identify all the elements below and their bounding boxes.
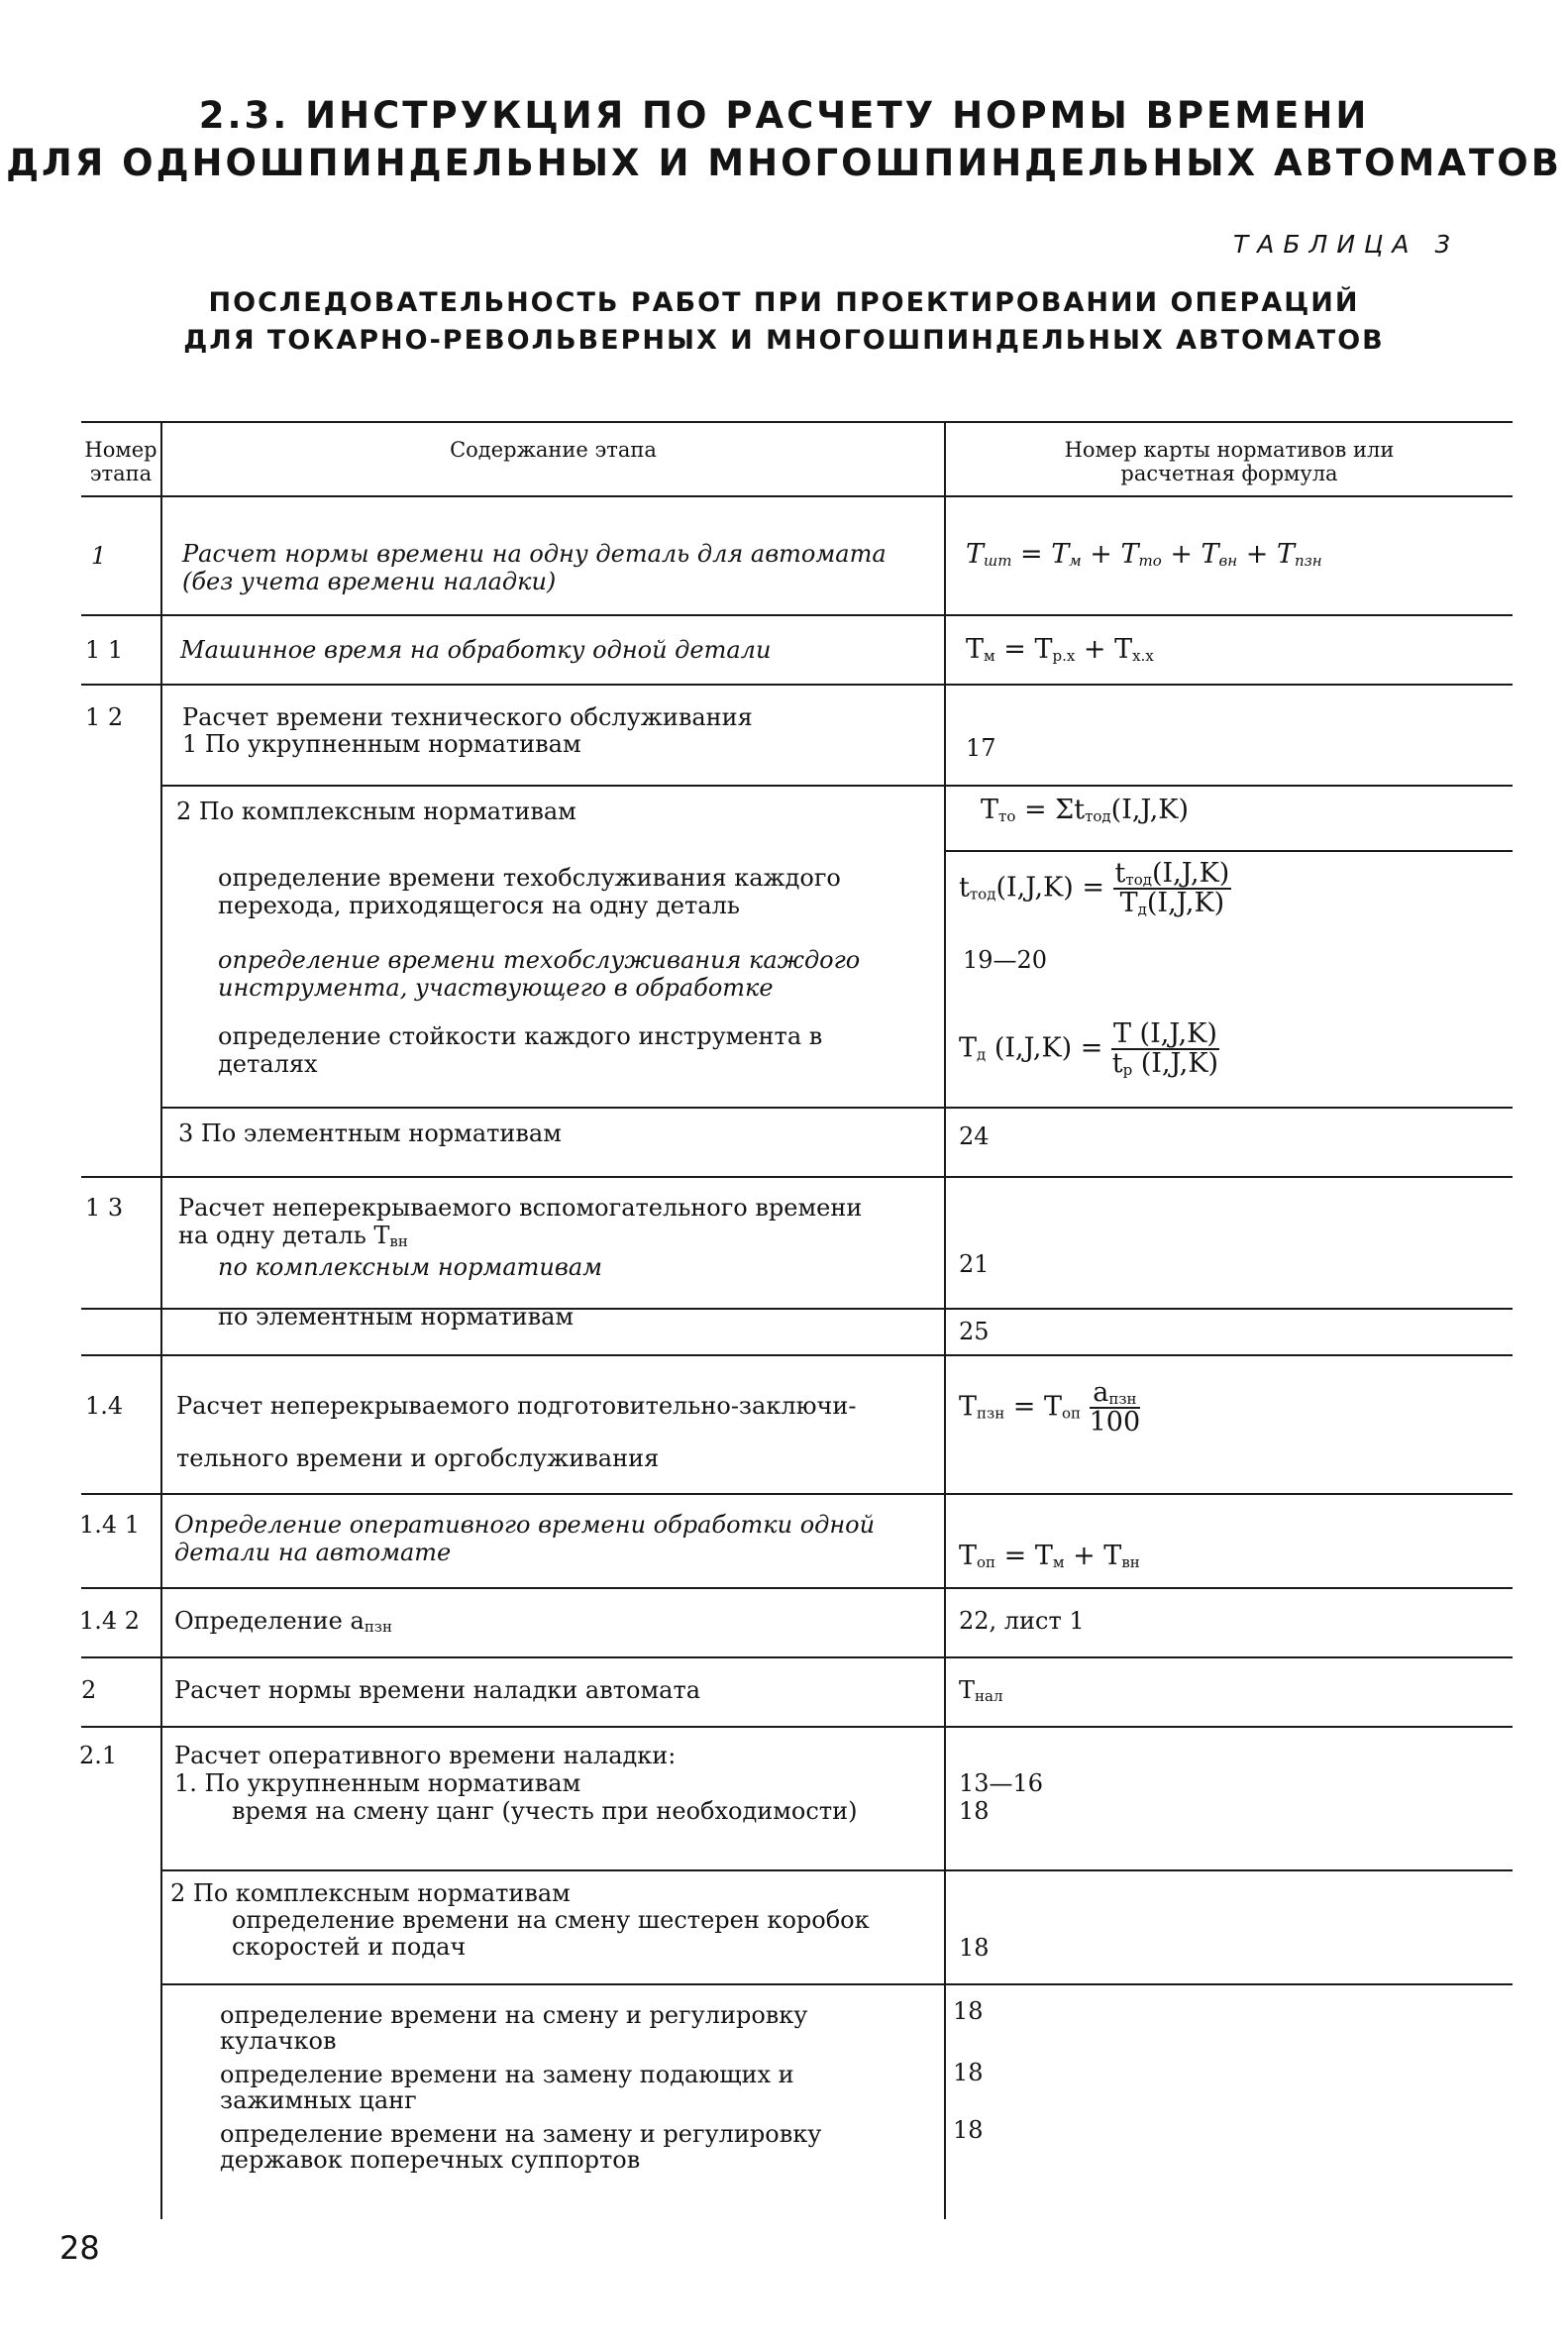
row-reference: 18 [953,2116,984,2144]
row-text: (без учета времени наладки) [182,568,557,595]
header-number-line2: этапа [89,462,153,485]
column-rule-left [160,421,162,2219]
row-text: Определение оперативного времени обработки одной [174,1511,876,1539]
row-text: определение времени на замену и регулировку [220,2120,822,2148]
row-text: зажимных цанг [220,2086,417,2114]
row-rule [81,614,1513,616]
row-rule [160,1107,1513,1109]
header-bottom-rule [81,495,1513,497]
formula-t-piece: $Т_{шт} = Т_м + Т_{то} + Т_{вн} + Т_{пзн}$ [966,539,1322,570]
row-text: Машинное время на обработку одной детали [180,636,772,664]
table-label: ТАБЛИЦА 3 [1233,230,1460,259]
row-reference: 18 [953,1997,984,2025]
row-reference: 13—16 [959,1769,1044,1797]
row-text: Расчет нормы времени на одну деталь для автомата [182,540,887,568]
row-reference: 18 [959,1934,990,1962]
row-number: 1.4 [85,1392,124,1420]
formula-t-durability: $Т_д$ (I,J,K) = $\frac{T (I,J,K)}{t_р (I,J,K)}$ [959,1018,1219,1079]
row-text: 3 По элементным нормативам [178,1119,562,1147]
row-reference: 19—20 [963,946,1048,974]
row-number: 1 2 [85,703,124,731]
row-text: кулачков [220,2027,337,2055]
row-reference [959,1676,1003,1705]
header-number-line1: Номер [84,438,157,462]
row-reference: 18 [953,2059,984,2086]
formula-t-machine: $Т_м = Т_{р.х} + Т_{х.х}$ [966,634,1154,665]
table-title-line1: ПОСЛЕДОВАТЕЛЬНОСТЬ РАБОТ ПРИ ПРОЕКТИРОВАНИИ ОПЕРАЦИЙ [208,287,1360,318]
table-top-rule [81,421,1513,423]
row-rule [160,785,1513,787]
section-title-line2: ДЛЯ ОДНОШПИНДЕЛЬНЫХ И МНОГОШПИНДЕЛЬНЫХ АВТОМАТОВ [6,142,1562,184]
row-rule [81,1493,1513,1495]
header-reference-line2: расчетная формула [1120,462,1338,485]
row-text [174,1607,392,1636]
row-rule [81,1587,1513,1589]
header-reference-line1: Номер карты нормативов или [1064,438,1395,462]
formula-t-service: $Т_{то} = \Sigma t_{тод}(I,J,K)$ [981,795,1189,825]
row-text: тельного времени и оргобслуживания [176,1444,660,1472]
row-text: по элементным нормативам [218,1303,575,1331]
row-text: 1 По укрупненным нормативам [182,730,581,758]
row-rule [81,1656,1513,1658]
row-text: 1. По укрупненным нормативам [174,1769,581,1797]
column-rule-right [944,421,946,2219]
row-text [178,1222,408,1250]
row-reference: 22, лист 1 [959,1607,1085,1635]
row-reference: 18 [959,1797,990,1825]
row-number: 2 [81,1676,97,1704]
row-text: скоростей и подач [232,1933,467,1961]
row-text: Расчет неперекрываемого подготовительно-заключи- [176,1392,857,1420]
row-reference: 17 [966,734,996,762]
table-title-line2: ДЛЯ ТОКАРНО-РЕВОЛЬВЕРНЫХ И МНОГОШПИНДЕЛЬНЫХ АВТОМАТОВ [183,325,1385,356]
row-text: Расчет неперекрываемого вспомогательного времени [178,1194,863,1222]
row-text: определение стойкости каждого инструмента в [218,1022,823,1050]
row-reference: 25 [959,1318,990,1345]
subscript: пзн [364,1618,392,1636]
row-number: 1 1 [85,636,124,664]
formula-t-prep: $Т_{пзн} = Т_{оп}$ $\frac{а_{пзн}}{100}$ [959,1377,1141,1438]
page-number: 28 [59,2229,100,2267]
row-number: 1.4 1 [79,1511,141,1539]
row-text: определение времени на замену подающих и [220,2061,794,2088]
row-text: Расчет оперативного времени наладки: [174,1742,677,1769]
row-text-main: Определение а [174,1607,365,1635]
row-rule [81,1354,1513,1356]
row-text: по комплексным нормативам [218,1253,603,1281]
row-text: 2 По комплексным нормативам [176,798,576,825]
subscript: нал [975,1687,1003,1705]
row-number: 2.1 [79,1742,118,1769]
row-rule [160,1983,1513,1985]
subscript: вн [389,1232,408,1250]
row-text: определение времени на смену и регулировку [220,2001,808,2029]
row-rule [81,684,1513,686]
row-reference: 21 [959,1250,990,1278]
row-text: державок поперечных суппортов [220,2146,641,2174]
row-rule [81,1176,1513,1178]
row-text: 2 По комплексным нормативам [170,1879,571,1907]
row-text: Расчет нормы времени наладки автомата [174,1676,701,1704]
row-reference: 24 [959,1122,990,1150]
row-text: определение времени на смену шестерен коробок [232,1906,870,1934]
formula-t-transition: $t_{тод}(I,J,K)$ = $\frac{t_{тод}(I,J,K)}{T_д(I,J,K)}$ [959,858,1230,918]
row-text-main: на одну деталь Т [178,1222,390,1249]
row-text: определение времени техобслуживания каждого [218,946,861,974]
row-rule [81,1726,1513,1728]
formula-t-operative: $Т_{оп} = Т_м + Т_{вн}$ [959,1541,1140,1571]
row-rule [946,850,1513,852]
row-text: деталях [218,1050,318,1078]
row-text: перехода, приходящегося на одну деталь [218,892,740,919]
row-number: 1.4 2 [79,1607,141,1635]
row-rule [160,1869,1513,1871]
row-text: детали на автомате [174,1539,452,1566]
row-text: время на смену цанг (учесть при необходимости) [232,1797,858,1825]
header-content: Содержание этапа [450,438,657,462]
row-number: 1 3 [85,1194,124,1222]
row-text: определение времени техобслуживания каждого [218,864,841,892]
row-text: Расчет времени технического обслуживания [182,703,753,731]
row-reference-main: Т [959,1676,976,1704]
row-text: инструмента, участвующего в обработке [218,974,774,1002]
section-title-line1: 2.3. ИНСТРУКЦИЯ ПО РАСЧЕТУ НОРМЫ ВРЕМЕНИ [198,94,1370,137]
row-number: 1 [91,542,107,570]
